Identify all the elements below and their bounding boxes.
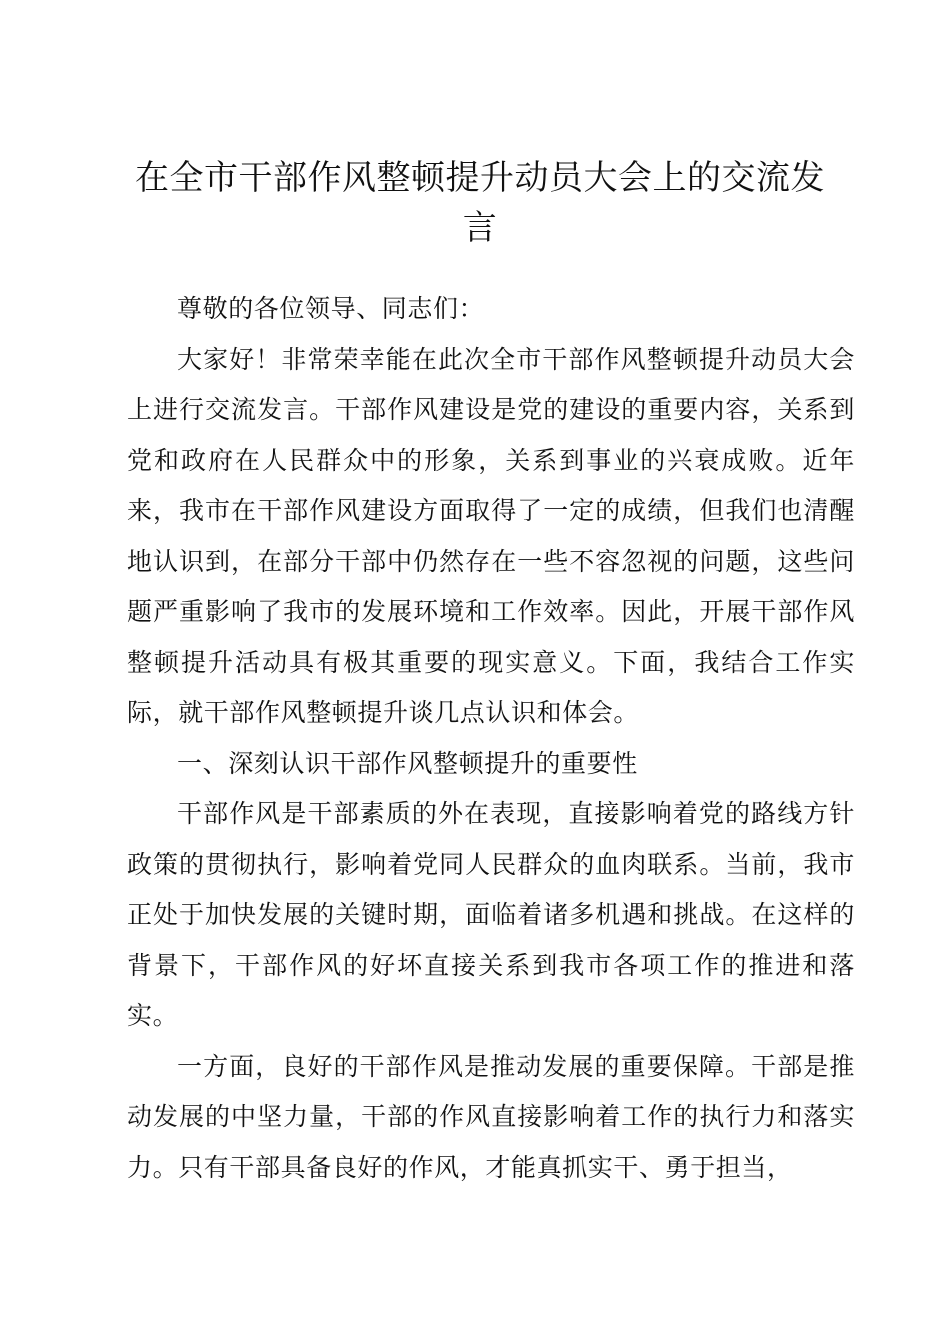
salutation: 尊敬的各位领导、同志们： bbox=[177, 294, 485, 323]
paragraph-one-hand: 一方面，良好的干部作风是推动发展的重要保障。干部是推动发展的中坚力量，干部的作风直接影响着工作的执行力和落实力。只有干部具备良好的作风，才能真抓实干、勇于担当， bbox=[127, 1051, 855, 1182]
paragraph-opening: 大家好！非常荣幸能在此次全市干部作风整顿提升动员大会上进行交流发言。干部作风建设是党的建设的重要内容，关系到党和政府在人民群众中的形象，关系到事业的兴衰成败。近年来，我市在干部作风建设方面取得了一定的成绩，但我们也清醒地认识到，在部分干部中仍然存在一些不容忽视的问题，这些问题严重影响了我市的发展环境和工作效率。因此，开展干部作风整顿提升活动具有极其重要的现实意义。下面，我结合工作实际，就干部作风整顿提升谈几点认识和体会。 bbox=[127, 344, 855, 727]
section-heading: 一、深刻认识干部作风整顿提升的重要性 bbox=[177, 748, 638, 778]
document-body bbox=[127, 284, 855, 1193]
document-title: 在全市干部作风整顿提升动员大会上的交流发言 bbox=[135, 158, 825, 248]
paragraph-importance: 干部作风是干部素质的外在表现，直接影响着党的路线方针政策的贯彻执行，影响着党同人民群众的血肉联系。当前，我市正处于加快发展的关键时期，面临着诸多机遇和挑战。在这样的背景下，干部作风的好坏直接关系到我市各项工作的推进和落实。 bbox=[127, 799, 855, 1030]
